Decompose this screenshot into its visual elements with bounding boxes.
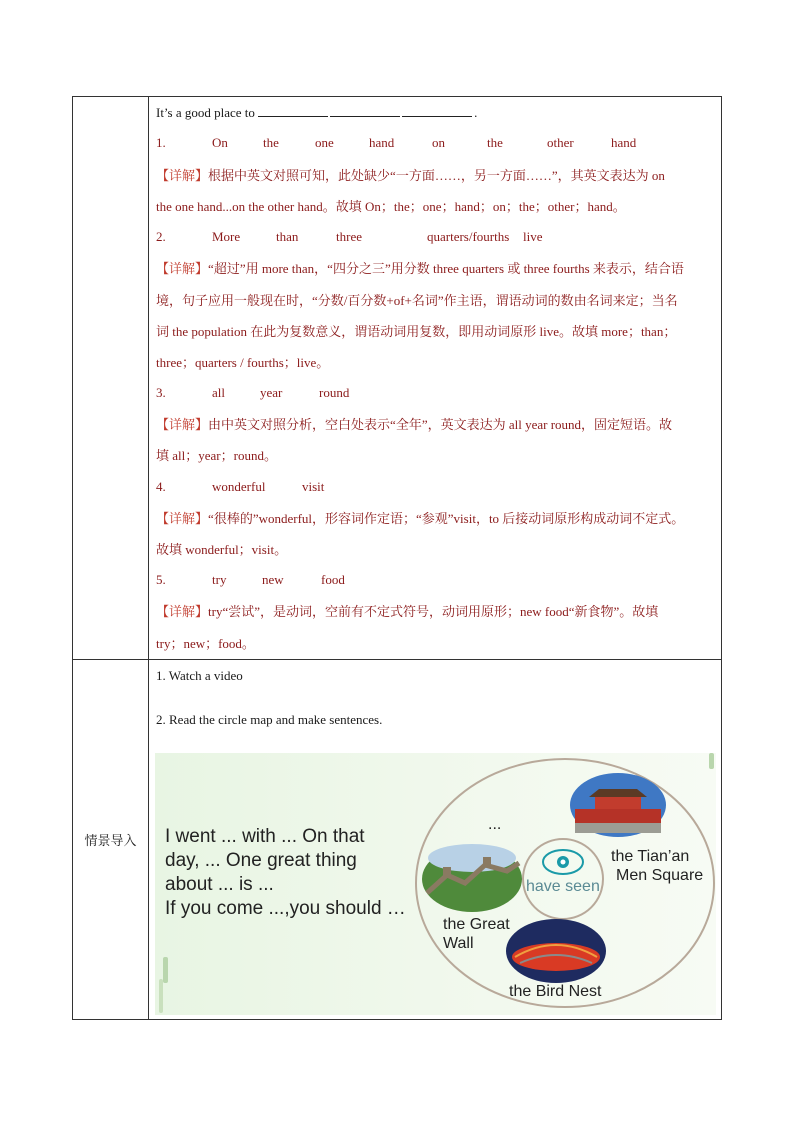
detail-1-line-2: the one hand...on the other hand。故填 On；the；one；hand；on；the；other；hand。 <box>156 199 626 214</box>
detail-4-line-2: 故填 wonderful；visit。 <box>156 542 288 557</box>
bird-nest-photo <box>506 919 606 983</box>
detail-2-line-3: 词 the population 在此为复数意义，谓语动词用复数，即用动词原形 live。故填 more；than； <box>156 324 677 339</box>
content-table: It’s a good place to . 1. On the one hand on the other hand 【详解】根据中英文对照可知，此处缺少“一方面……，另一方面……”，其英文表达为 on the one hand...on the other hand。故填 On；the；one；hand；on；the；other；hand。 2. More than three quarters/fourths live 【详解】“超过”用 more than，“四分之三”用分数 three quarters 或 three fourths 来表示，结合语 境，句子应用一般现在时，“分数/百分数+of+名词”作主语，谓语动词的数由名词来定；当名 词 the population 在此为复数意义，谓语动词用复数，即用动词原形 live。故填 more；than； three；quarters / fourths；live。 3. all year round 【详解】由中英文对照分析，空白处表示“全年”，英文表达为 all year round，固定短语。故 填 all；year；round。 4. wonderful visit 【详解】“很棒的”wonderful，形容词作定语；“参观”visit，to 后接动词原形构成动词不定式。 故填 wonderful；visit。 5. try new food 【详解】try“尝试”，是动词，空前有不定式符号，动词用原形；new food“新食物”。故填 try；new；food。 情景导入 1. Watch a video 2. Read the circle map and make sentences. I went ... with ... On that day, ... One great thing about ... is ... If you come ...,you should … ... have seen the Tian’an Men Square the Great Wall the Bird Nest <box>72 96 722 1020</box>
detail-1-line-1: 【详解】根据中英文对照可知，此处缺少“一方面……，另一方面……”，其英文表达为 on <box>156 168 665 183</box>
detail-2-line-2: 境，句子应用一般现在时，“分数/百分数+of+名词”作主语，谓语动词的数由名词来定；当名 <box>156 293 678 308</box>
tiananmen-label: the Tian’an Men Square <box>611 848 704 884</box>
sentence-frame: I went ... with ... On that day, ... One great thing about ... is ... If you come ...,you should … <box>165 826 406 919</box>
fill-in-line: It’s a good place to . <box>156 105 478 120</box>
answer-4-num: 4. <box>156 479 166 494</box>
detail-3-line-2: 填 all；year；round。 <box>156 448 277 463</box>
ellipsis: ... <box>488 816 502 833</box>
circle-map-picture <box>155 753 716 1015</box>
detail-2-line-1: 【详解】“超过”用 more than，“四分之三”用分数 three quarters 或 three fourths 来表示，结合语 <box>156 261 684 276</box>
step-1: 1. Watch a video <box>156 668 243 683</box>
row-divider <box>73 659 721 660</box>
detail-5-line-2: try；new；food。 <box>156 636 255 651</box>
detail-2-line-4: three；quarters / fourths；live。 <box>156 355 330 370</box>
detail-3-line-1: 【详解】由中英文对照分析，空白处表示“全年”，英文表达为 all year round，固定短语。故 <box>156 417 673 432</box>
great-wall-label: the Great Wall <box>443 916 510 952</box>
eye-icon <box>543 850 583 874</box>
answer-3-num: 3. <box>156 385 166 400</box>
detail-5-line-1: 【详解】try“尝试”，是动词，空前有不定式符号，动词用原形；new food“新食物”。故填 <box>156 604 659 619</box>
answer-1-num: 1. <box>156 135 166 150</box>
column-divider <box>148 97 149 1019</box>
answer-5-num: 5. <box>156 572 166 587</box>
step-2: 2. Read the circle map and make sentences. <box>156 712 383 727</box>
bird-nest-label: the Bird Nest <box>509 983 602 1000</box>
section-label: 情景导入 <box>84 834 137 849</box>
great-wall-photo <box>422 844 522 912</box>
answer-2-num: 2. <box>156 229 166 244</box>
detail-4-line-1: 【详解】“很棒的”wonderful，形容词作定语；“参观”visit，to 后接动词原形构成动词不定式。 <box>156 511 685 526</box>
tiananmen-photo <box>570 773 666 837</box>
center-label: have seen <box>526 878 600 895</box>
